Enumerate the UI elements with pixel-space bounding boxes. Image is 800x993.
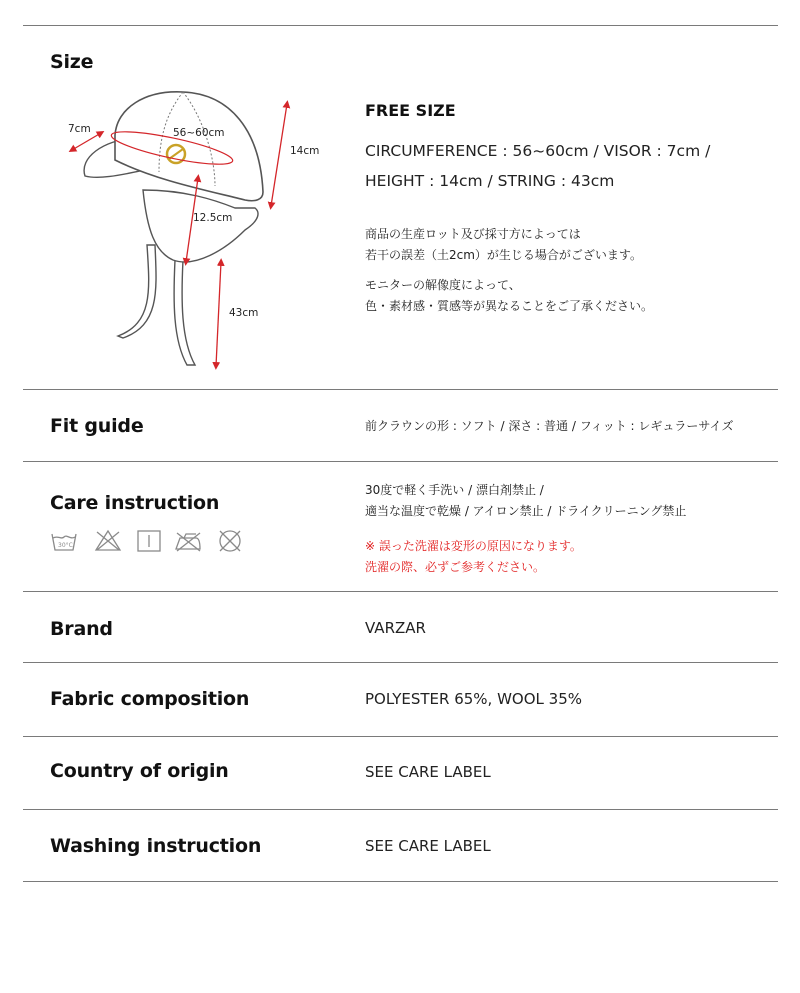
hand-wash-temp: 30°C [58, 542, 73, 549]
note-line: モニターの解像度によって、 [365, 278, 521, 292]
fit-guide-value: 前クラウンの形 : ソフト / 深さ : 普通 / フィット : レギュラーサイズ [365, 419, 734, 433]
earflap-measure-label: 12.5cm [193, 212, 233, 224]
note-line: 色・素材感・質感等が異なることをご了承ください。 [365, 299, 654, 313]
string-measure-label: 43cm [229, 307, 259, 319]
divider [23, 736, 778, 737]
size-note-tolerance [365, 224, 642, 266]
height-measure-label: 14cm [290, 145, 320, 157]
warning-line: ※ 誤った洗濯は変形の原因になります。 [365, 539, 582, 553]
care-instructions [365, 480, 686, 522]
divider [23, 591, 778, 592]
hat-size-diagram [55, 80, 345, 375]
visor-measure-label: 7cm [68, 123, 91, 135]
no-dry-clean-icon [220, 531, 240, 551]
divider [23, 662, 778, 663]
warning-line: 洗濯の際、必ずご参考ください。 [365, 560, 546, 574]
brand-value: VARZAR [365, 619, 426, 637]
note-line: 商品の生産ロット及び採寸方によっては [365, 227, 581, 241]
size-spec-line: HEIGHT : 14cm / STRING : 43cm [365, 172, 615, 190]
no-bleach-icon [96, 531, 120, 550]
free-size-heading: FREE SIZE [365, 101, 456, 120]
divider-bottom [23, 881, 778, 882]
size-spec [365, 136, 710, 196]
note-line: 若干の誤差（土2cm）が生じる場合がございます。 [365, 248, 642, 262]
care-icons [50, 528, 250, 558]
care-warning [365, 536, 582, 578]
hand-wash-30-icon [52, 534, 76, 550]
fit-guide-title: Fit guide [50, 415, 144, 437]
fabric-value: POLYESTER 65%, WOOL 35% [365, 690, 582, 708]
divider [23, 461, 778, 462]
divider [23, 809, 778, 810]
size-spec-line: CIRCUMFERENCE : 56~60cm / VISOR : 7cm / [365, 142, 711, 160]
divider [23, 389, 778, 390]
fabric-title: Fabric composition [50, 688, 250, 710]
no-iron-icon [176, 533, 200, 551]
size-title: Size [50, 51, 94, 73]
care-title: Care instruction [50, 492, 220, 514]
origin-value: SEE CARE LABEL [365, 763, 491, 781]
care-line: 30度で軽く手洗い / 漂白剤禁止 / [365, 483, 544, 497]
washing-title: Washing instruction [50, 835, 262, 857]
divider-top [23, 25, 778, 26]
care-line: 適当な温度で乾燥 / アイロン禁止 / ドライクリーニング禁止 [365, 504, 687, 518]
brand-title: Brand [50, 618, 113, 640]
washing-value: SEE CARE LABEL [365, 837, 491, 855]
size-note-monitor [365, 275, 653, 317]
line-dry-icon [138, 531, 160, 551]
origin-title: Country of origin [50, 760, 229, 782]
circumference-measure-label: 56~60cm [173, 127, 225, 139]
